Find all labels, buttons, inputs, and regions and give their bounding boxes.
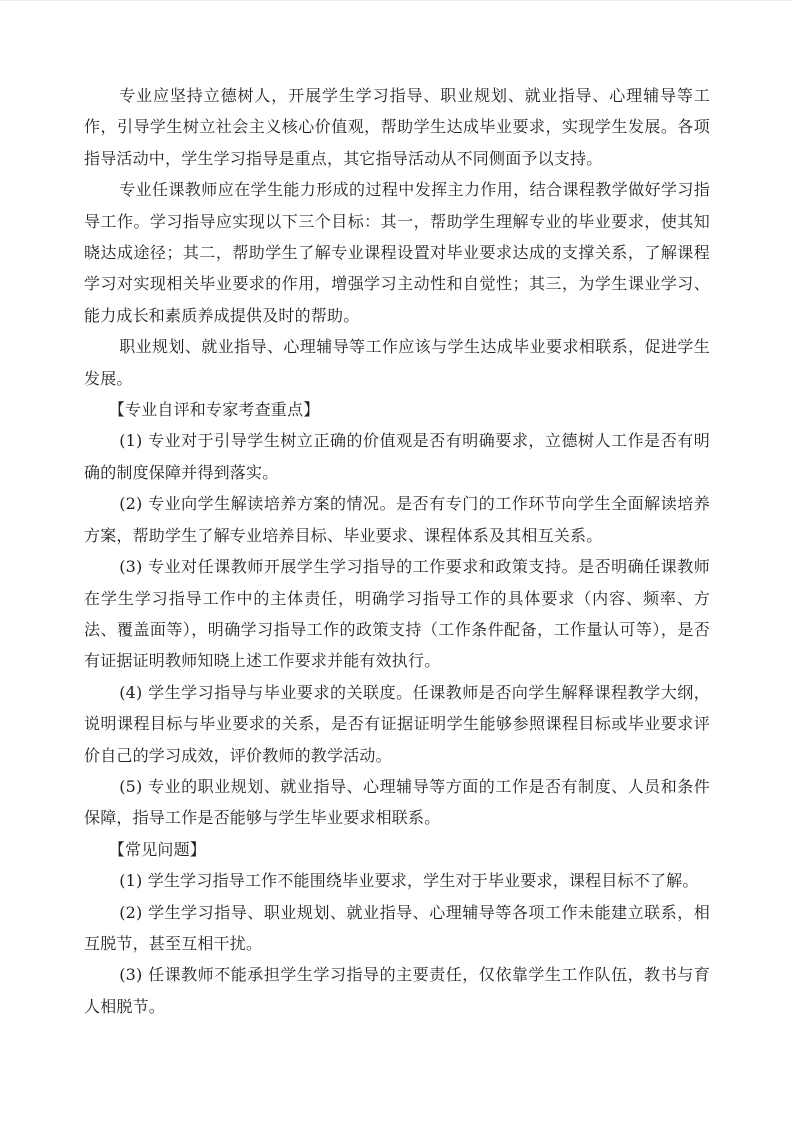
paragraph: (2) 学生学习指导、职业规划、就业指导、心理辅导等各项工作未能建立联系，相互脱节，甚至互相干扰。 (84, 902, 710, 953)
paragraph: (3) 任课教师不能承担学生学习指导的主要责任，仅依靠学生工作队伍，教书与育人相脱节。 (84, 965, 710, 1016)
paragraph: (4) 学生学习指导与毕业要求的关联度。任课教师是否向学生解释课程教学大纲，说明课程目标与毕业要求的关系，是否有证据证明学生能够参照课程目标或毕业要求评价自己的学习成效，评价教师的教学活动。 (84, 682, 710, 765)
paragraph: 专业任课教师应在学生能力形成的过程中发挥主力作用，结合课程教学做好学习指导工作。学习指导应实现以下三个目标：其一，帮助学生理解专业的毕业要求，使其知晓达成途径；其二，帮助学生了解专业课程设置对毕业要求达成的支撑关系，了解课程学习对实现相关毕业要求的作用，增强学习主动性和自觉性；其三，为学生课业学习、能力成长和素质养成提供及时的帮助。 (84, 180, 710, 325)
section-heading: 【常见问题】 (108, 839, 206, 859)
paragraph: (1) 专业对于引导学生树立正确的价值观是否有明确要求，立德树人工作是否有明确的制度保障并得到落实。 (84, 431, 710, 482)
paragraph: (1) 学生学习指导工作不能围绕毕业要求，学生对于毕业要求，课程目标不了解。 (119, 871, 699, 891)
paragraph: 专业应坚持立德树人，开展学生学习指导、职业规划、就业指导、心理辅导等工作，引导学生树立社会主义核心价值观，帮助学生达成毕业要求，实现学生发展。各项指导活动中，学生学习指导是重点，其它指导活动从不同侧面予以支持。 (84, 86, 710, 168)
paragraph: (5) 专业的职业规划、就业指导、心理辅导等方面的工作是否有制度、人员和条件保障，指导工作是否能够与学生毕业要求相联系。 (84, 776, 710, 828)
document-body (84, 80, 710, 1022)
paragraph: 职业规划、就业指导、心理辅导等工作应该与学生达成毕业要求相联系，促进学生发展。 (84, 337, 710, 388)
paragraph: (3) 专业对任课教师开展学生学习指导的工作要求和政策支持。是否明确任课教师在学生学习指导工作中的主体责任，明确学习指导工作的具体要求（内容、频率、方法、覆盖面等），明确学习指导工作的政策支持（工作条件配备，工作量认可等），是否有证据证明教师知晓上述工作要求并能有效执行。 (84, 557, 710, 671)
paragraph: (2) 专业向学生解读培养方案的情况。是否有专门的工作环节向学生全面解读培养方案，帮助学生了解专业培养目标、毕业要求、课程体系及其相互关系。 (84, 494, 710, 545)
section-heading: 【专业自评和专家考查重点】 (108, 400, 320, 420)
